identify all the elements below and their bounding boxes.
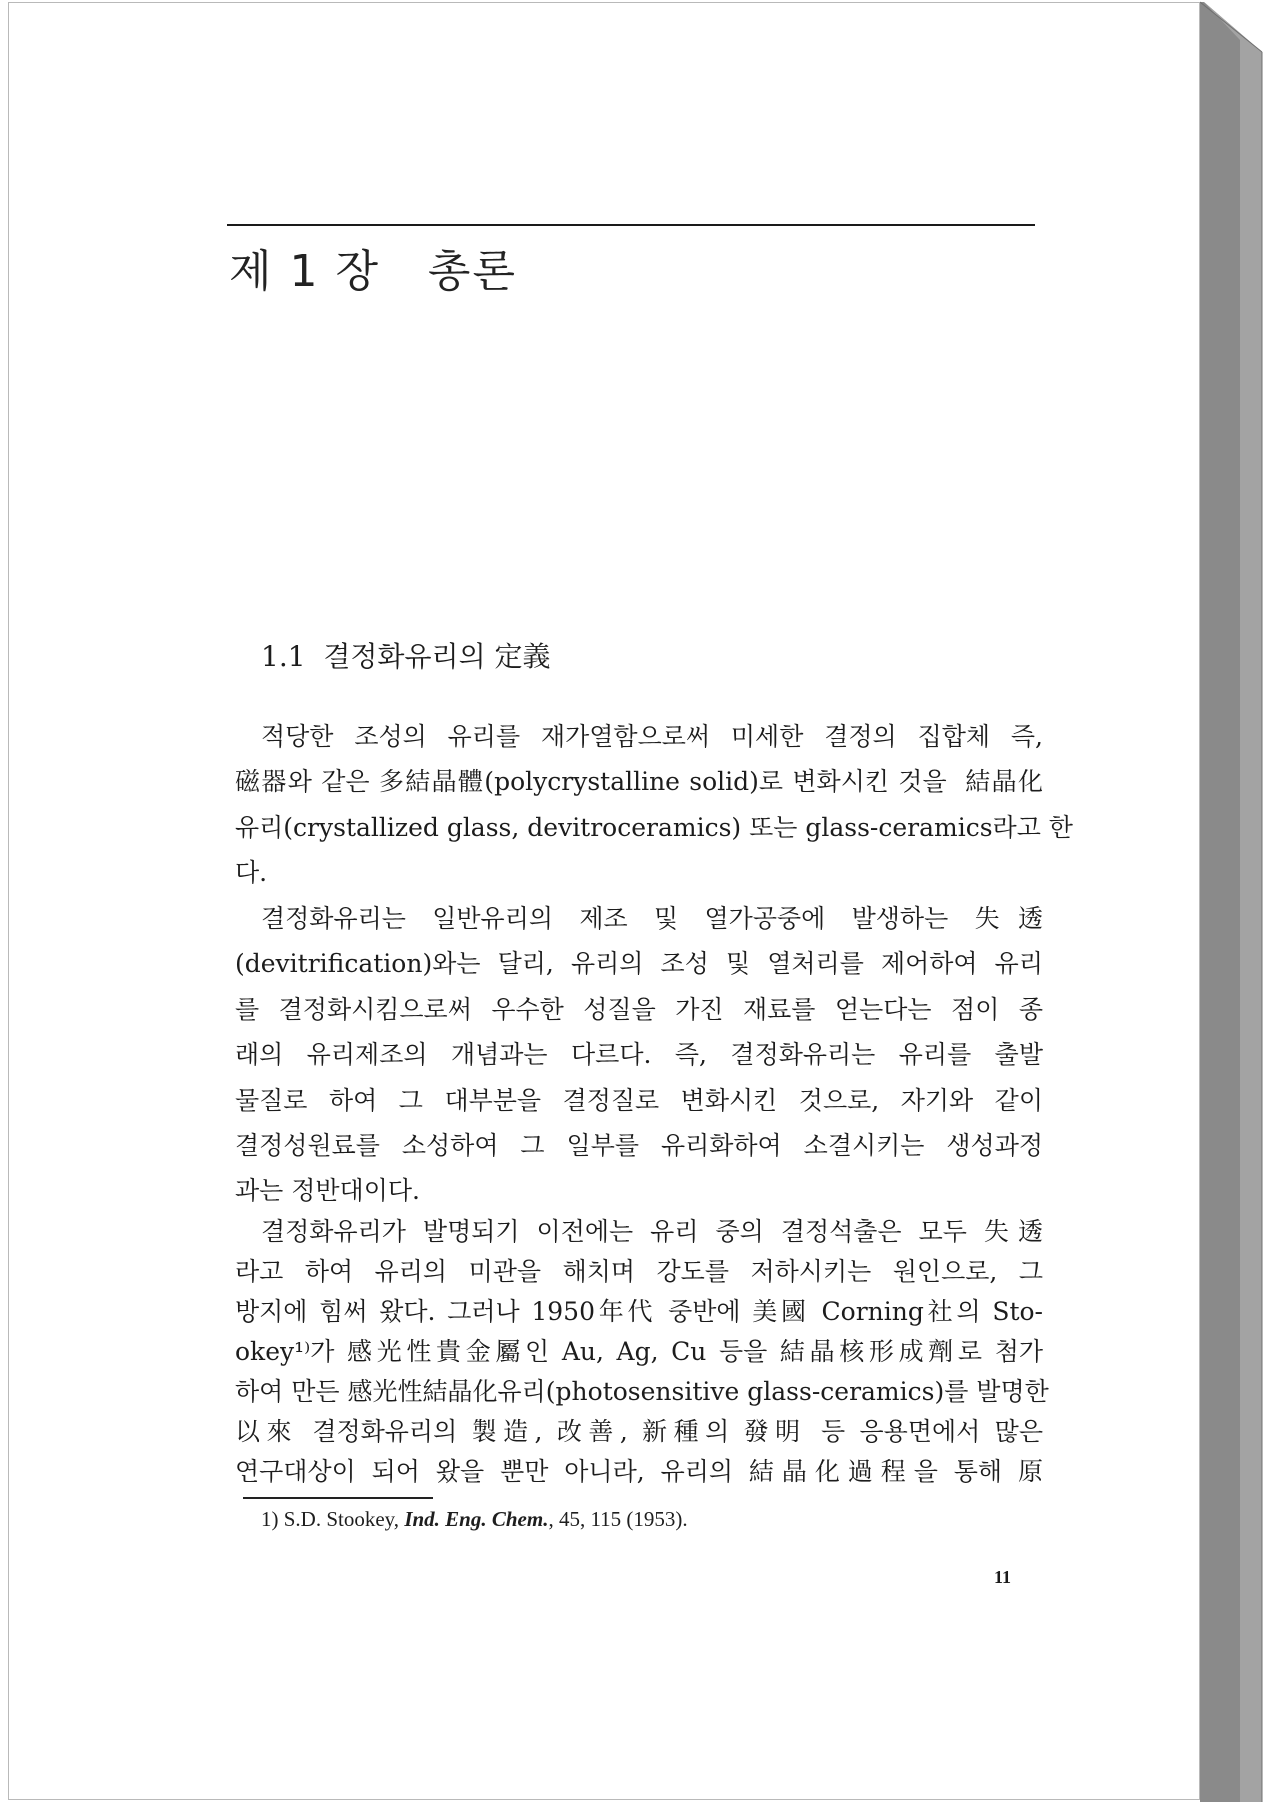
paragraph-2-line-6: 결정성원료를 소성하여 그 일부를 유리화하여 소결시키는 생성과정 <box>235 1131 1043 1160</box>
document-page <box>8 2 1200 1800</box>
paragraph-2-line-2: (devitrification)와는 달리, 유리의 조성 및 열처리를 제어하여 유리 <box>235 949 1043 978</box>
footnote-journal: Ind. Eng. Chem. <box>404 1507 549 1531</box>
paragraph-3-line-1: 결정화유리가 발명되기 이전에는 유리 중의 결정석출은 모두 失透 <box>261 1217 1043 1246</box>
footnote-rule <box>243 1497 433 1499</box>
paragraph-3-line-2: 라고 하여 유리의 미관을 해치며 강도를 저하시키는 원인으로, 그 <box>235 1257 1043 1286</box>
paragraph-1-line-2: 磁器와 같은 多結晶體(polycrystalline solid)로 변화시킨 것을 結晶化 <box>235 767 1043 796</box>
paragraph-2-line-1: 결정화유리는 일반유리의 제조 및 열가공중에 발생하는 失透 <box>261 904 1043 933</box>
chapter-rule <box>227 224 1035 226</box>
paragraph-2-line-4: 래의 유리제조의 개념과는 다르다. 즉, 결정화유리는 유리를 출발 <box>235 1040 1043 1069</box>
footnote-author: 1) S.D. Stookey, <box>261 1507 405 1531</box>
footnote-citation: , 45, 115 (1953). <box>548 1507 688 1531</box>
paragraph-3-line-3: 방지에 힘써 왔다. 그러나 1950年代 중반에 美國 Corning社의 Sto- <box>235 1297 1043 1326</box>
paragraph-2-line-7: 과는 정반대이다. <box>235 1176 420 1205</box>
paragraph-3-line-5: 하여 만든 感光性結晶化유리(photosensitive glass-ceramics)를 발명한 <box>235 1377 1049 1406</box>
paragraph-3-line-6: 以來 결정화유리의 製造, 改善, 新種의 發明 등 응용면에서 많은 <box>235 1417 1043 1446</box>
section-title: 1.1 결정화유리의 定義 <box>261 640 551 673</box>
paragraph-1-line-3: 유리(crystallized glass, devitroceramics) 또는 glass-ceramics라고 한 <box>235 813 1073 842</box>
paragraph-2-line-3: 를 결정화시킴으로써 우수한 성질을 가진 재료를 얻는다는 점이 종 <box>235 995 1043 1024</box>
footnote <box>261 1507 688 1532</box>
chapter-title: 제 1 장 총론 <box>229 246 517 297</box>
paragraph-2-line-5: 물질로 하여 그 대부분을 결정질로 변화시킨 것으로, 자기와 같이 <box>235 1086 1043 1115</box>
paragraph-1-line-1: 적당한 조성의 유리를 재가열함으로써 미세한 결정의 집합체 즉, <box>261 722 1043 751</box>
paragraph-1-line-4: 다. <box>235 858 268 887</box>
paragraph-3-line-7: 연구대상이 되어 왔을 뿐만 아니라, 유리의 結晶化過程을 통해 原 <box>235 1457 1043 1486</box>
page-number: 11 <box>994 1567 1012 1587</box>
paragraph-3-line-4: okey¹⁾가 感光性貴金屬인 Au, Ag, Cu 등을 結晶核形成劑로 첨가 <box>235 1337 1043 1366</box>
